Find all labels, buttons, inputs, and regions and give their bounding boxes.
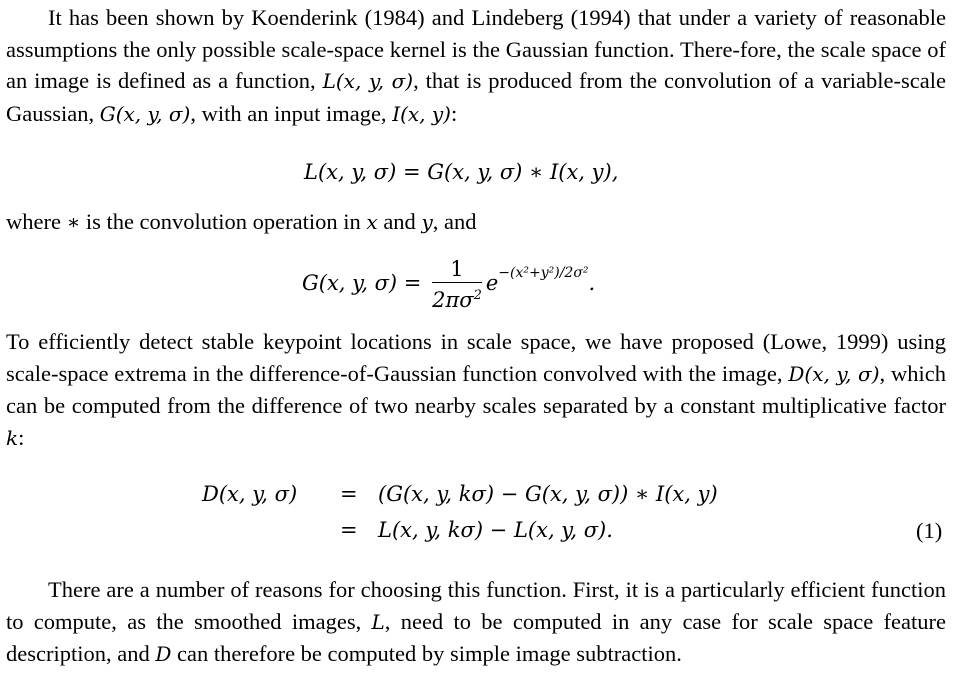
exponential-exponent: −(x²+y²)/2σ² xyxy=(498,265,589,281)
equation-number-label: (1) xyxy=(916,518,943,543)
paragraph-text: To efficiently detect stable keypoint locations in scale space, we have proposed (Lowe, 1999) using scale-space extrema in the difference-of-Gaussian function convolved with the image, xyxy=(6,329,946,386)
paragraph-text: can therefore be computed by simple image subtraction. xyxy=(171,641,682,666)
equals-sign: = xyxy=(340,482,358,506)
fraction-denominator xyxy=(432,283,482,313)
paragraph-text: , need to be computed in any case for scale space feature description, and xyxy=(6,608,946,666)
paragraph-text: There are a number of reasons for choosing this function. First, it is a particularly efficient function to compute, as the smoothed images, xyxy=(6,577,946,634)
gaussian-lhs: G(x, y, σ) = xyxy=(302,271,422,295)
paragraph-text: : xyxy=(451,100,458,126)
equation-dog-rhs-2 xyxy=(378,518,613,542)
paragraph-text: where xyxy=(6,209,67,234)
math-L: L xyxy=(371,609,385,634)
equals-sign: = xyxy=(340,518,358,542)
equation-number xyxy=(916,518,942,544)
math-I-function: I(x, y) xyxy=(392,101,451,126)
math-y: y xyxy=(421,210,433,234)
exponential-base: e xyxy=(485,271,499,295)
math-k: k xyxy=(6,425,19,450)
equation-dog-rhs-1 xyxy=(378,482,718,506)
paragraph-text: , and xyxy=(432,209,477,234)
dog-rhs-line-2: L(x, y, kσ) − L(x, y, σ). xyxy=(378,518,613,542)
paper-page xyxy=(6,0,946,687)
equation-content: L(x, y, σ) = G(x, y, σ) ∗ I(x, y), xyxy=(304,160,619,184)
dog-lhs: D(x, y, σ) xyxy=(202,482,298,506)
math-G-function: G(x, y, σ) xyxy=(99,101,191,126)
fraction-numerator: 1 xyxy=(432,256,482,283)
paragraph-text: , with an input image, xyxy=(190,100,393,126)
where-line xyxy=(6,206,946,239)
paragraph-text: , which can be computed from the difference of two nearby scales separated by a constant multiplicative factor xyxy=(6,360,946,418)
math-convolution-symbol: ∗ xyxy=(66,210,81,234)
math-D-function: D(x, y, σ) xyxy=(788,361,880,386)
equation-gaussian xyxy=(302,256,595,313)
equation-dog-equals-1 xyxy=(340,482,358,506)
paragraph-function-reasons xyxy=(6,574,946,671)
paragraph-text: , that is produced from the convolution of a variable-scale Gaussian, xyxy=(6,68,946,126)
math-D: D xyxy=(155,642,172,666)
equation-dog-equals-2 xyxy=(340,518,358,542)
gaussian-fraction xyxy=(432,256,482,313)
paragraph-text: is the convolution operation in xyxy=(80,209,367,234)
math-L-function: L(x, y, σ) xyxy=(322,69,414,93)
denominator-text: 2πσ xyxy=(432,288,474,312)
equation-scale-space xyxy=(304,160,618,184)
paragraph-text: and xyxy=(377,209,422,234)
paragraph-scale-space-intro xyxy=(6,2,946,130)
paragraph-text: It has been shown by Koenderink (1984) and Lindeberg (1994) that under a variety of reasonable assumptions the only possible scale-space kernel is the Gaussian function. There-fore, the scale space of an image is defined as a function, xyxy=(6,5,946,93)
paragraph-dog-proposal xyxy=(6,326,946,454)
paragraph-text: : xyxy=(18,424,25,450)
equation-period: . xyxy=(588,271,596,295)
equation-dog-lhs xyxy=(202,482,297,506)
denominator-exponent: 2 xyxy=(473,288,482,303)
dog-rhs-line-1: (G(x, y, kσ) − G(x, y, σ)) ∗ I(x, y) xyxy=(378,482,718,506)
math-x: x xyxy=(366,210,378,234)
